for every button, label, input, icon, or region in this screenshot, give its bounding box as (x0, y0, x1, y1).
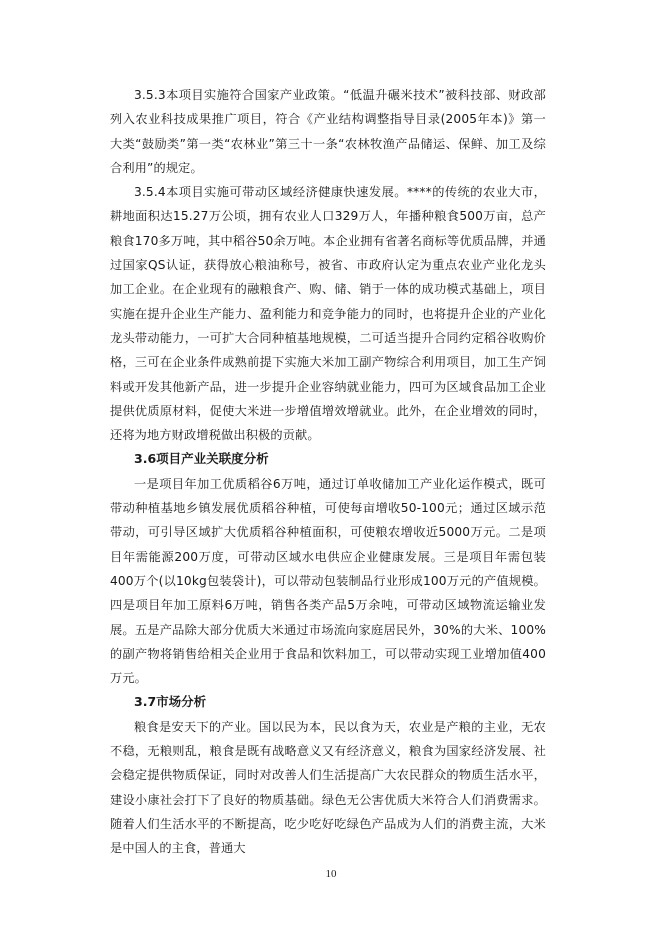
section-heading-3-6: 3.6项目产业关联度分析 (134, 451, 269, 467)
paragraph-3-7-body: 粮食是安天下的产业。国以民为本，民以食为天，农业是产粮的主业，无农不稳，无粮则乱，粮食是既有战略意义又有经济意义，粮食为国家经济发展、社会稳定提供物质保证，同时对改善人们生活提高广大农民群众的物质生活水平，建设小康社会打下了良好的物质基础。绿色无公害优质大米符合人们消费需求。随着人们生活水平的不断提高，吃少吃好吃绿色产品成为人们的消费主流，大米是中国人的主食，普通大 (110, 719, 546, 856)
page-number: 10 (325, 868, 337, 880)
paragraph-3-5-4: 3.5.4本项目实施可带动区域经济健康快速发展。****的传统的农业大市，耕地面积达15.27万公顷，拥有农业人口329万人，年播种粮食500万亩，总产粮食170多万吨，其中稻谷50余万吨。本企业拥有省著名商标等优质品牌，并通过国家QS认证，获得放心粮油称号，被省、市政府认定为重点农业产业化龙头加工企业。在企业现有的融粮食产、购、储、销于一体的成功模式基础上，项目实施在提升企业生产能力、盈利能力和竞争能力的同时，也将提升企业的产业化龙头带动能力，一可扩大合同种植基地规模，二可适当提升合同约定稻谷收购价格，三可在企业条件成熟前提下实施大米加工副产物综合利用项目，加工生产饲料或开发其他新产品，进一步提升企业容纳就业能力，四可为区域食品加工企业提供优质原材料，促使大米进一步增值增效增就业。此外，在企业增效的同时，还将为地方财政增税做出积极的贡献。 (110, 185, 546, 443)
paragraph-3-6-body: 一是项目年加工优质稻谷6万吨，通过订单收储加工产业化运作模式，既可带动种植基地乡镇发展优质稻谷种植，可使每亩增收50-100元；通过区域示范带动，可引导区域扩大优质稻谷种植面积，可使粮农增收近5000万元。二是项目年需能源200万度，可带动区域水电供应企业健康发展。三是项目年需包装400万个(以10kg包装袋计)，可以带动包装制品行业形成100万元的产值规模。四是项目年加工原料6万吨，销售各类产品5万余吨，可带动区域物流运输业发展。五是产品除大部分优质大米通过市场流向家庭居民外，30%的大米、100%的副产物将销售给相关企业用于食品和饮料加工，可以带动实现工业增加值400万元。 (110, 476, 546, 686)
paragraph-3-5-3: 3.5.3本项目实施符合国家产业政策。“低温升碾米技术”被科技部、财政部列入农业科技成果推广项目，符合《产业结构调整指导目录(2005年本)》第一大类“鼓励类”第一类“农林业”第三十一条“农林牧渔产品储运、保鲜、加工及综合利用”的规定。 (110, 88, 546, 175)
section-heading-3-7: 3.7市场分析 (134, 694, 207, 710)
page-body (110, 83, 546, 861)
